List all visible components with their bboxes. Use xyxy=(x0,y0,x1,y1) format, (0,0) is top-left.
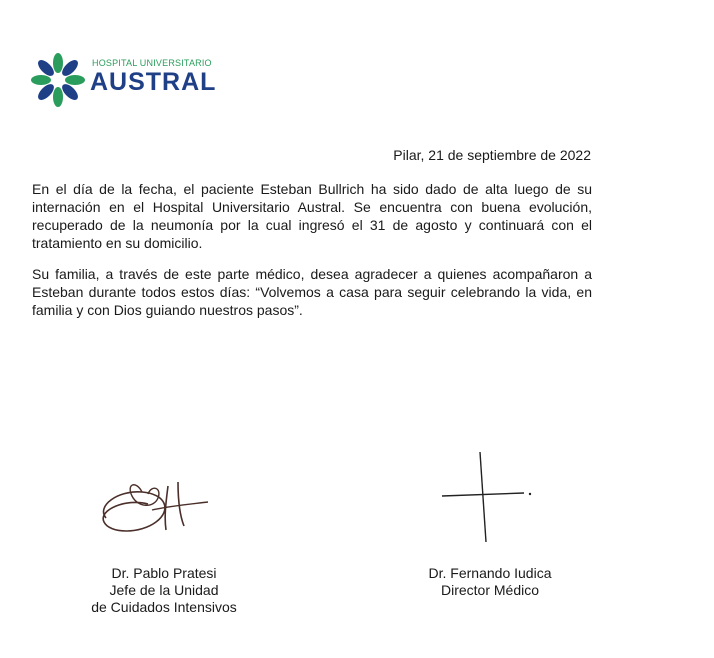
signer-iudica xyxy=(390,565,590,599)
signer-name: Dr. Fernando Iudica xyxy=(428,565,552,581)
paragraph-family-message: Su familia, a través de este parte médico, desea agradecer a quienes acompañaron a Esteban durante todos estos días: “Volvemos a casa para seguir celebrando la vida, en familia y con Dios guiando nuestros pasos”. xyxy=(32,266,592,318)
signer-title: de Cuidados Intensivos xyxy=(91,599,237,615)
signature-iudica xyxy=(432,448,542,548)
paragraph-discharge: En el día de la fecha, el paciente Esteban Bullrich ha sido dado de alta luego de su internación en el Hospital Universitario Austral. Se encuentra con buena evolución, recuperado de la neumonía por la cual ingresó el 31 de agosto y continuará con el tratamiento en su domicilio. xyxy=(32,181,592,251)
hospital-logo xyxy=(30,52,217,108)
logo-subtitle: HOSPITAL UNIVERSITARIO xyxy=(92,58,212,68)
signature-pratesi xyxy=(96,468,216,548)
logo-title: AUSTRAL xyxy=(90,68,217,96)
signer-title: Jefe de la Unidad xyxy=(109,582,219,598)
signer-name: Dr. Pablo Pratesi xyxy=(111,565,217,581)
signer-title: Director Médico xyxy=(440,582,540,598)
signer-pratesi xyxy=(64,565,264,616)
letter-date: Pilar, 21 de septiembre de 2022 xyxy=(393,147,591,163)
flower-icon xyxy=(30,52,86,108)
